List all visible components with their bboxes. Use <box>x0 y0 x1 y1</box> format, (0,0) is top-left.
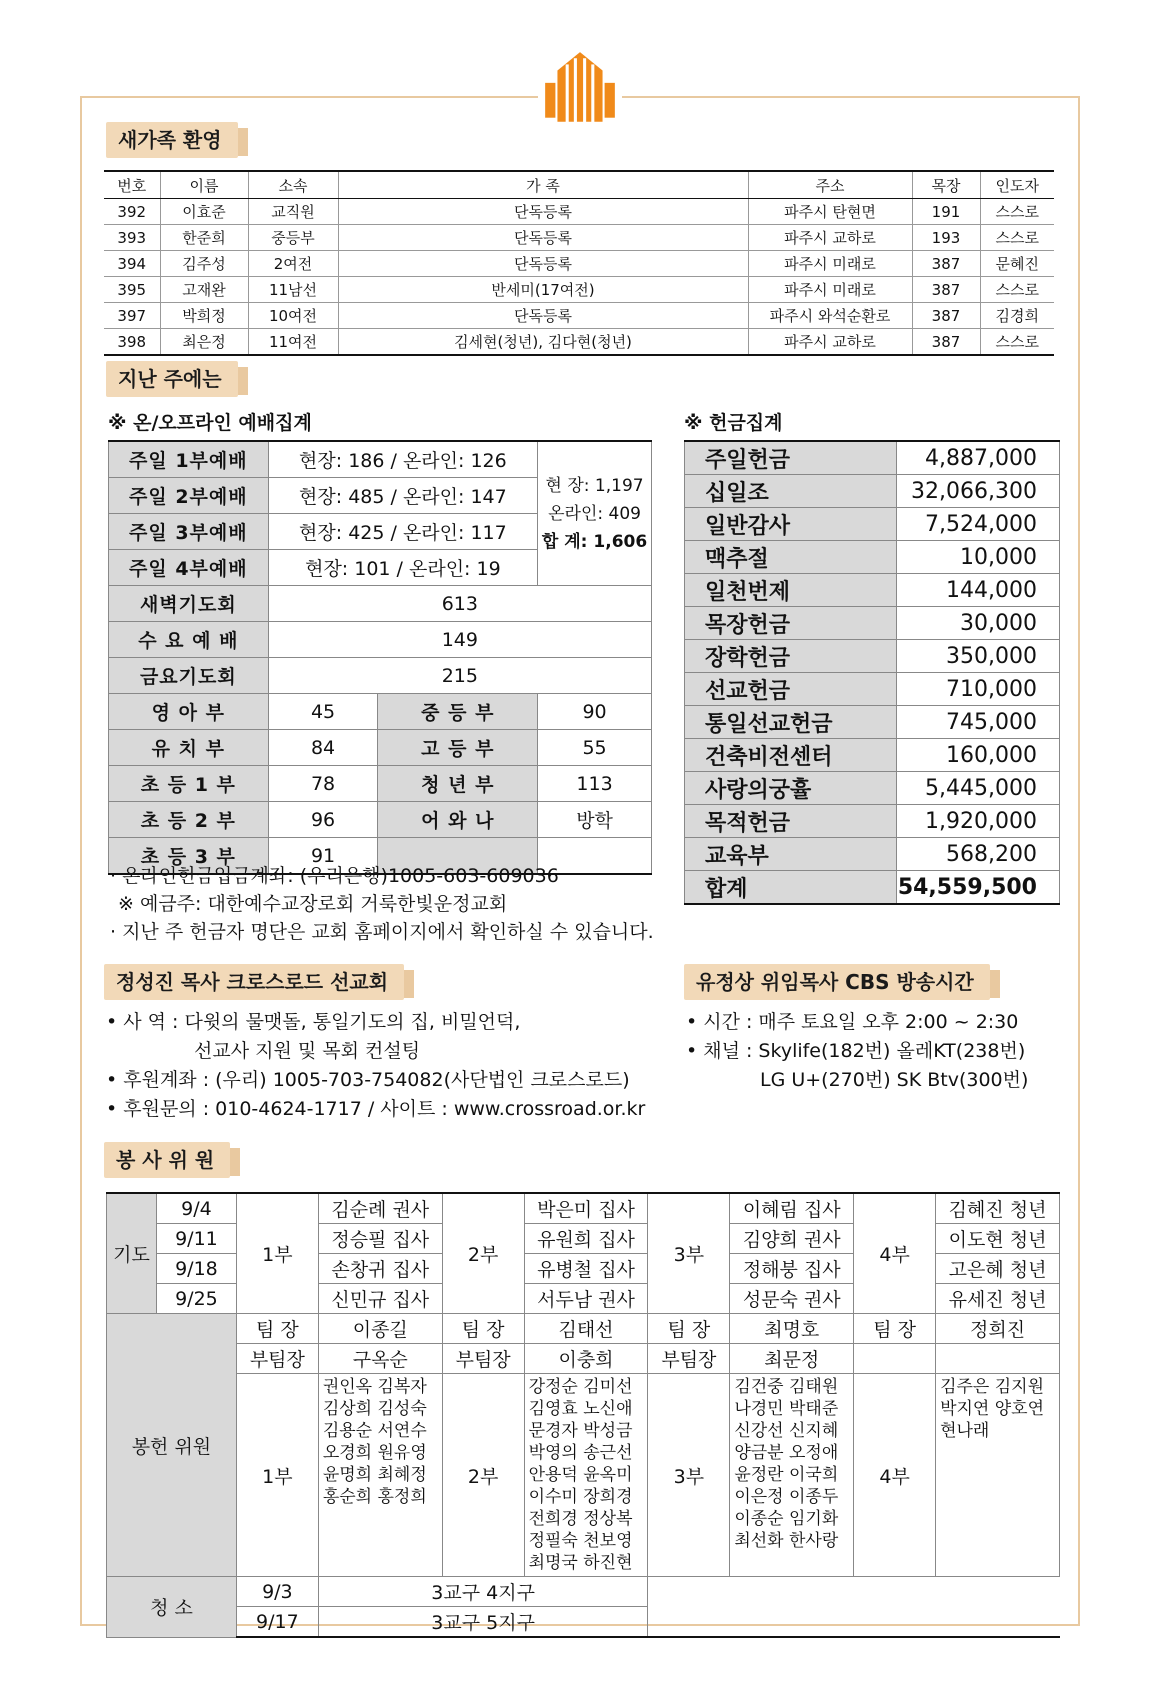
offering-members-row <box>107 1374 1060 1577</box>
offering-row <box>685 739 1060 772</box>
table-cell: 스스로 <box>980 199 1054 225</box>
table-cell: 스스로 <box>980 225 1054 251</box>
offering-row <box>685 772 1060 805</box>
offering-label: 선교헌금 <box>685 673 897 706</box>
department-label: 영 아 부 <box>109 694 269 730</box>
table-cell: 10여전 <box>248 303 338 329</box>
table-cell: 11남선 <box>248 277 338 303</box>
department-label: 고 등 부 <box>378 730 538 766</box>
offering-total-row <box>685 871 1060 905</box>
cleaning-date: 9/17 <box>236 1607 318 1638</box>
table-cell: 반세미(17여전) <box>338 277 748 303</box>
team-leader-row <box>107 1314 1060 1344</box>
table-cell: 387 <box>912 303 980 329</box>
offering-row <box>685 838 1060 871</box>
offering-value: 7,524,000 <box>896 508 1059 541</box>
mission-line: 선교사 지원 및 목회 컨설팅 <box>194 1040 421 1062</box>
table-cell: 395 <box>104 277 160 303</box>
table-cell: 중등부 <box>248 225 338 251</box>
offering-total-value: 54,559,500 <box>896 871 1059 905</box>
vice-leader-row <box>107 1344 1060 1374</box>
service-label: 주일 1부예배 <box>109 441 269 478</box>
service-committee-table <box>106 1192 1060 1638</box>
offering-table <box>684 440 1060 905</box>
table-row <box>104 303 1054 329</box>
note-account: · 온라인헌금입금계좌: (우리은행)1005-603-609036 <box>110 865 559 887</box>
table-cell: 김주성 <box>160 251 248 277</box>
team-leader-name: 최명호 <box>730 1314 854 1344</box>
table-cell: 파주시 와석순환로 <box>748 303 912 329</box>
column-header: 가 족 <box>338 171 748 199</box>
offering-value: 5,445,000 <box>896 772 1059 805</box>
offering-value: 350,000 <box>896 640 1059 673</box>
service-label: 주일 3부예배 <box>109 514 269 550</box>
table-cell: 11여전 <box>248 329 338 356</box>
offering-members: 강정순 김미선 김영효 노신애 문경자 박성금 박영의 송근선 안용덕 윤옥미 이수미 장희경 전희경 정상복 정필숙 천보영 최명국 하진현 <box>524 1374 648 1577</box>
table-cell: 한준희 <box>160 225 248 251</box>
table-cell: 고재완 <box>160 277 248 303</box>
offering-row <box>685 673 1060 706</box>
table-cell: 박희정 <box>160 303 248 329</box>
offering-value: 32,066,300 <box>896 475 1059 508</box>
table-cell: 191 <box>912 199 980 225</box>
part-label: 4부 <box>854 1374 936 1577</box>
part-label: 1부 <box>236 1374 318 1577</box>
cleaning-row <box>107 1577 1060 1607</box>
table-cell: 이효준 <box>160 199 248 225</box>
department-value: 113 <box>538 766 652 802</box>
offering-label: 십일조 <box>685 475 897 508</box>
section-title-mission: 정성진 목사 크로스로드 선교회 <box>104 964 404 1000</box>
table-cell: 파주시 교하로 <box>748 329 912 356</box>
offering-value: 1,920,000 <box>896 805 1059 838</box>
offering-total-label: 합계 <box>685 871 897 905</box>
department-value: 91 <box>268 838 378 875</box>
vice-leader-name: 이충희 <box>524 1344 648 1374</box>
column-header: 인도자 <box>980 171 1054 199</box>
table-cell: 파주시 미래로 <box>748 251 912 277</box>
section-title-last-week: 지난 주에는 <box>106 361 238 397</box>
cleaning-date: 9/3 <box>236 1577 318 1607</box>
table-cell: 스스로 <box>980 277 1054 303</box>
attendance-summary <box>538 441 652 586</box>
table-row <box>104 225 1054 251</box>
prayer-name: 유원희 집사 <box>524 1224 648 1254</box>
column-header: 소속 <box>248 171 338 199</box>
team-leader-label: 팀 장 <box>854 1314 936 1344</box>
department-label: 초 등 2 부 <box>109 802 269 838</box>
vice-leader-label: 부팀장 <box>442 1344 524 1374</box>
offering-label: 일반감사 <box>685 508 897 541</box>
prayer-row <box>107 1193 1060 1224</box>
department-row <box>109 802 652 838</box>
prayer-name: 정해붕 집사 <box>730 1254 854 1284</box>
service-value: 현장: 186 / 온라인: 126 <box>268 441 537 478</box>
cbs-info <box>686 1008 1028 1095</box>
prayer-date: 9/18 <box>156 1254 236 1284</box>
prayer-name: 이혜림 집사 <box>730 1193 854 1224</box>
prayer-name: 김순례 권사 <box>318 1193 442 1224</box>
prayer-name: 손창귀 집사 <box>318 1254 442 1284</box>
table-row <box>104 251 1054 277</box>
cbs-line: • 시간 : 매주 토요일 오후 2:00 ~ 2:30 <box>686 1011 1019 1033</box>
table-cell: 파주시 미래로 <box>748 277 912 303</box>
offering-label: 교육부 <box>685 838 897 871</box>
department-value: 방학 <box>538 802 652 838</box>
department-value: 90 <box>538 694 652 730</box>
prayer-date: 9/11 <box>156 1224 236 1254</box>
vice-leader-label: 부팀장 <box>236 1344 318 1374</box>
offering-label: 주일헌금 <box>685 441 897 475</box>
cleaning-row <box>107 1607 1060 1638</box>
offering-label: 사랑의궁휼 <box>685 772 897 805</box>
service-value: 현장: 101 / 온라인: 19 <box>268 550 537 586</box>
offering-label: 목적헌금 <box>685 805 897 838</box>
prayer-name: 김양희 권사 <box>730 1224 854 1254</box>
column-header: 이름 <box>160 171 248 199</box>
section-title-cbs: 유정상 위임목사 CBS 방송시간 <box>684 964 990 1000</box>
department-value: 45 <box>268 694 378 730</box>
offering-label: 건축비전센터 <box>685 739 897 772</box>
department-value: 55 <box>538 730 652 766</box>
table-cell: 392 <box>104 199 160 225</box>
section-title-new-family: 새가족 환영 <box>106 122 238 158</box>
prayer-name: 이도현 청년 <box>936 1224 1060 1254</box>
offering-label: 맥추절 <box>685 541 897 574</box>
new-family-table <box>104 170 1054 356</box>
vice-leader-name: 최문정 <box>730 1344 854 1374</box>
table-cell: 394 <box>104 251 160 277</box>
department-label: 청 년 부 <box>378 766 538 802</box>
team-leader-name: 김태선 <box>524 1314 648 1344</box>
prayer-date: 9/4 <box>156 1193 236 1224</box>
table-cell: 단독등록 <box>338 199 748 225</box>
attendance-table <box>108 440 652 875</box>
department-row <box>109 694 652 730</box>
table-cell: 단독등록 <box>338 303 748 329</box>
cleaning-group: 3교구 5지구 <box>318 1607 648 1638</box>
column-header: 주소 <box>748 171 912 199</box>
team-leader-label: 팀 장 <box>236 1314 318 1344</box>
offering-value: 710,000 <box>896 673 1059 706</box>
offering-title: ※ 헌금집계 <box>684 412 783 434</box>
part-label: 3부 <box>648 1374 730 1577</box>
offering-label: 장학헌금 <box>685 640 897 673</box>
department-row <box>109 730 652 766</box>
offering-members: 김주은 김지원 박지연 양호연 현나래 <box>936 1374 1060 1577</box>
offering-label: 통일선교헌금 <box>685 706 897 739</box>
vice-leader-label: 부팀장 <box>648 1344 730 1374</box>
cleaning-group: 3교구 4지구 <box>318 1577 648 1607</box>
offering-value: 160,000 <box>896 739 1059 772</box>
part-label: 2부 <box>442 1193 524 1314</box>
table-cell: 교직원 <box>248 199 338 225</box>
meeting-value: 215 <box>268 658 651 694</box>
offering-row <box>685 574 1060 607</box>
table-cell: 398 <box>104 329 160 356</box>
summary-online: 온라인: 409 <box>548 503 641 524</box>
table-cell: 김경희 <box>980 303 1054 329</box>
offering-members: 김건중 김태원 나경민 박태준 신강선 신지혜 양금분 오정애 윤정란 이국희 이은정 이종두 이종순 임기화 최선화 한사랑 <box>730 1374 854 1577</box>
mission-line: • 사 역 : 다윗의 물맷돌, 통일기도의 집, 비밀언덕, <box>106 1011 521 1033</box>
table-cell: 파주시 탄현면 <box>748 199 912 225</box>
table-cell: 387 <box>912 251 980 277</box>
prayer-name: 유병철 집사 <box>524 1254 648 1284</box>
cbs-line: • 채널 : Skylife(182번) 올레KT(238번) <box>686 1040 1026 1062</box>
prayer-name: 김혜진 청년 <box>936 1193 1060 1224</box>
prayer-name: 고은혜 청년 <box>936 1254 1060 1284</box>
prayer-name: 유세진 청년 <box>936 1284 1060 1314</box>
meeting-label: 수 요 예 배 <box>109 622 269 658</box>
table-cell: 문혜진 <box>980 251 1054 277</box>
summary-total: 합 계: 1,606 <box>541 531 648 552</box>
church-logo <box>538 48 622 130</box>
cbs-line: LG U+(270번) SK Btv(300번) <box>760 1069 1029 1091</box>
mission-line: • 후원문의 : 010-4624-1717 / 사이트 : www.crossroad.or.kr <box>106 1098 646 1120</box>
meeting-label: 새벽기도회 <box>109 586 269 622</box>
table-cell: 397 <box>104 303 160 329</box>
department-row <box>109 766 652 802</box>
offering-label: 목장헌금 <box>685 607 897 640</box>
department-value: 96 <box>268 802 378 838</box>
prayer-name: 박은미 집사 <box>524 1193 648 1224</box>
table-row <box>104 199 1054 225</box>
vice-leader-name <box>936 1344 1060 1374</box>
department-value: 84 <box>268 730 378 766</box>
table-cell: 김세현(청년), 김다현(청년) <box>338 329 748 356</box>
offering-row <box>685 607 1060 640</box>
prayer-name: 성문숙 권사 <box>730 1284 854 1314</box>
empty-cell <box>648 1577 1060 1607</box>
part-label: 1부 <box>236 1193 318 1314</box>
table-cell: 스스로 <box>980 329 1054 356</box>
table-row <box>104 277 1054 303</box>
offering-value: 745,000 <box>896 706 1059 739</box>
prayer-name: 신민규 집사 <box>318 1284 442 1314</box>
offering-members: 권인옥 김복자 김상희 김성숙 김용순 서연수 오경희 원유영 윤명희 최혜정 홍순희 홍정희 <box>318 1374 442 1577</box>
offering-notes <box>110 862 654 946</box>
mission-info <box>106 1008 645 1124</box>
team-leader-label: 팀 장 <box>442 1314 524 1344</box>
meeting-value: 149 <box>268 622 651 658</box>
department-label: 초 등 3 부 <box>109 838 269 875</box>
part-label: 3부 <box>648 1193 730 1314</box>
column-header: 목장 <box>912 171 980 199</box>
department-value: 78 <box>268 766 378 802</box>
table-cell: 393 <box>104 225 160 251</box>
part-label: 4부 <box>854 1193 936 1314</box>
offering-row <box>685 441 1060 475</box>
service-label: 주일 2부예배 <box>109 478 269 514</box>
prayer-name: 정승필 집사 <box>318 1224 442 1254</box>
part-label: 2부 <box>442 1374 524 1577</box>
offering-row <box>685 541 1060 574</box>
service-label: 주일 4부예배 <box>109 550 269 586</box>
prayer-name: 서두남 권사 <box>524 1284 648 1314</box>
offering-value: 10,000 <box>896 541 1059 574</box>
table-row <box>104 329 1054 356</box>
offering-row <box>685 706 1060 739</box>
offering-row <box>685 475 1060 508</box>
table-cell: 단독등록 <box>338 251 748 277</box>
offering-label: 일천번제 <box>685 574 897 607</box>
offering-value: 144,000 <box>896 574 1059 607</box>
table-cell: 193 <box>912 225 980 251</box>
offering-row <box>685 508 1060 541</box>
table-cell: 387 <box>912 277 980 303</box>
department-label: 초 등 1 부 <box>109 766 269 802</box>
empty-cell <box>648 1607 1060 1638</box>
table-cell: 2여전 <box>248 251 338 277</box>
column-header: 번호 <box>104 171 160 199</box>
table-cell: 387 <box>912 329 980 356</box>
service-value: 현장: 425 / 온라인: 117 <box>268 514 537 550</box>
empty-cell <box>854 1344 936 1374</box>
offering-row <box>685 640 1060 673</box>
department-label: 어 와 나 <box>378 802 538 838</box>
service-value: 현장: 485 / 온라인: 147 <box>268 478 537 514</box>
offering-committee-label: 봉헌 위원 <box>107 1314 237 1577</box>
team-leader-label: 팀 장 <box>648 1314 730 1344</box>
note-donors: · 지난 주 헌금자 명단은 교회 홈페이지에서 확인하실 수 있습니다. <box>110 921 654 943</box>
section-title-service-committee: 봉 사 위 원 <box>104 1142 230 1178</box>
table-cell: 파주시 교하로 <box>748 225 912 251</box>
department-label: 중 등 부 <box>378 694 538 730</box>
meeting-label: 금요기도회 <box>109 658 269 694</box>
prayer-label: 기도 <box>107 1193 157 1314</box>
offering-row <box>685 805 1060 838</box>
cleaning-label: 청 소 <box>107 1577 237 1638</box>
note-holder: ※ 예금주: 대한예수교장로회 거룩한빛운정교회 <box>118 893 508 915</box>
team-leader-name: 정희진 <box>936 1314 1060 1344</box>
prayer-date: 9/25 <box>156 1284 236 1314</box>
team-leader-name: 이종길 <box>318 1314 442 1344</box>
attendance-title: ※ 온/오프라인 예배집계 <box>108 412 312 434</box>
summary-onsite: 현 장: 1,197 <box>545 475 644 496</box>
vice-leader-name: 구옥순 <box>318 1344 442 1374</box>
offering-value: 568,200 <box>896 838 1059 871</box>
offering-value: 30,000 <box>896 607 1059 640</box>
table-cell: 단독등록 <box>338 225 748 251</box>
meeting-value: 613 <box>268 586 651 622</box>
table-cell: 최은정 <box>160 329 248 356</box>
offering-value: 4,887,000 <box>896 441 1059 475</box>
mission-line: • 후원계좌 : (우리) 1005-703-754082(사단법인 크로스로드) <box>106 1069 630 1091</box>
department-label: 유 치 부 <box>109 730 269 766</box>
